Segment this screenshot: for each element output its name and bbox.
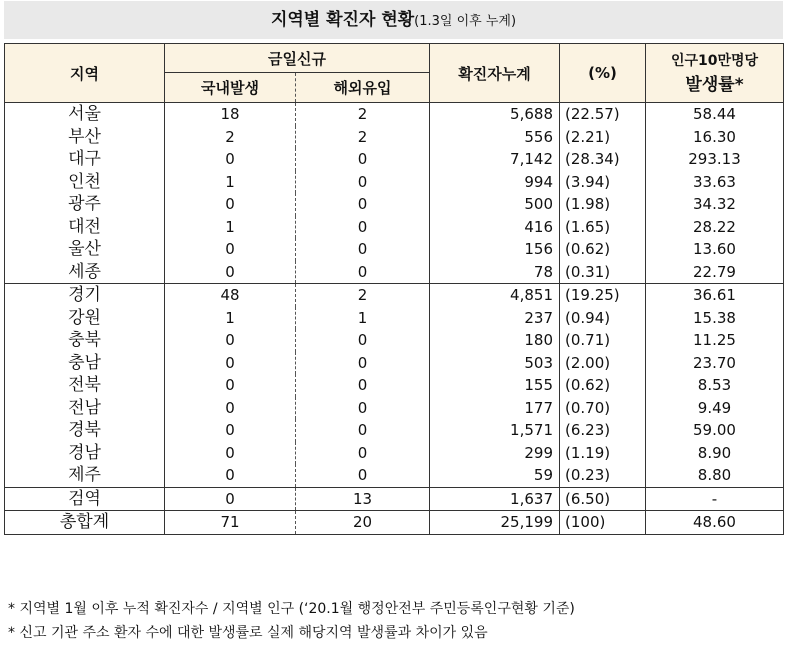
rate-cell: 34.32 [646, 193, 784, 216]
region-cases-table [4, 43, 784, 535]
rate-cell: 23.70 [646, 352, 784, 375]
cumulative-cell: 1,637 [430, 487, 560, 511]
cumulative-cell: 177 [430, 397, 560, 420]
title-sub: (1.3일 이후 누계) [414, 14, 517, 29]
overseas-cell: 0 [296, 329, 430, 352]
overseas-cell: 2 [296, 284, 430, 307]
overseas-cell: 0 [296, 261, 430, 284]
overseas-cell: 1 [296, 307, 430, 330]
rate-cell: 36.61 [646, 284, 784, 307]
percent-cell: (3.94) [560, 171, 646, 194]
overseas-cell: 0 [296, 171, 430, 194]
region-cell: 전북 [5, 374, 165, 397]
rate-cell: 13.60 [646, 238, 784, 261]
region-cell: 경남 [5, 442, 165, 465]
percent-cell: (1.98) [560, 193, 646, 216]
cumulative-cell: 156 [430, 238, 560, 261]
table-row [5, 442, 784, 465]
rate-cell: 58.44 [646, 103, 784, 126]
domestic-cell: 0 [165, 352, 296, 375]
domestic-cell: 0 [165, 397, 296, 420]
region-cell: 서울 [5, 103, 165, 126]
overseas-cell: 0 [296, 397, 430, 420]
overseas-cell: 0 [296, 374, 430, 397]
header-percent: (%) [560, 44, 646, 103]
table-row [5, 419, 784, 442]
table-row [5, 171, 784, 194]
region-cell: 충북 [5, 329, 165, 352]
cumulative-cell: 994 [430, 171, 560, 194]
footnote: * 신고 기관 주소 환자 수에 대한 발생률로 실제 해당지역 발생률과 차이가 있음 [8, 625, 488, 641]
table-row [5, 193, 784, 216]
region-cell: 전남 [5, 397, 165, 420]
overseas-cell: 20 [296, 511, 430, 535]
footnote: * 지역별 1월 이후 누적 확진자수 / 지역별 인구 (‘20.1월 행정안전부 주민등록인구현황 기준) [8, 601, 575, 617]
overseas-cell: 0 [296, 148, 430, 171]
cumulative-cell: 500 [430, 193, 560, 216]
percent-cell: (22.57) [560, 103, 646, 126]
region-cell: 경북 [5, 419, 165, 442]
region-cell: 검역 [5, 487, 165, 511]
rate-cell: 9.49 [646, 397, 784, 420]
cumulative-cell: 5,688 [430, 103, 560, 126]
region-cell: 세종 [5, 261, 165, 284]
rate-cell: 8.90 [646, 442, 784, 465]
percent-cell: (0.31) [560, 261, 646, 284]
rate-cell: 11.25 [646, 329, 784, 352]
domestic-cell: 1 [165, 216, 296, 239]
cumulative-cell: 180 [430, 329, 560, 352]
region-cell: 제주 [5, 464, 165, 487]
percent-cell: (2.21) [560, 126, 646, 149]
domestic-cell: 18 [165, 103, 296, 126]
table-row [5, 397, 784, 420]
region-cell: 대구 [5, 148, 165, 171]
percent-cell: (0.70) [560, 397, 646, 420]
table-row [5, 464, 784, 487]
percent-cell: (0.62) [560, 374, 646, 397]
rate-cell: 48.60 [646, 511, 784, 535]
title-main: 지역별 확진자 현황 [270, 10, 415, 30]
header-rate-top: 인구10만명당 [670, 53, 759, 69]
domestic-cell: 2 [165, 126, 296, 149]
table-row [5, 103, 784, 126]
cumulative-cell: 237 [430, 307, 560, 330]
region-cell: 광주 [5, 193, 165, 216]
domestic-cell: 0 [165, 148, 296, 171]
overseas-cell: 2 [296, 103, 430, 126]
domestic-cell: 0 [165, 442, 296, 465]
overseas-cell: 0 [296, 216, 430, 239]
overseas-cell: 0 [296, 193, 430, 216]
header-region: 지역 [5, 44, 165, 103]
domestic-cell: 0 [165, 419, 296, 442]
header-cumulative: 확진자누계 [430, 44, 560, 103]
cumulative-cell: 1,571 [430, 419, 560, 442]
domestic-cell: 48 [165, 284, 296, 307]
domestic-cell: 0 [165, 261, 296, 284]
header-rate-bottom: 발생률* [685, 75, 744, 95]
domestic-cell: 0 [165, 487, 296, 511]
region-cell: 총합계 [5, 511, 165, 535]
percent-cell: (0.23) [560, 464, 646, 487]
rate-cell: 8.80 [646, 464, 784, 487]
region-cell: 부산 [5, 126, 165, 149]
region-cell: 충남 [5, 352, 165, 375]
overseas-cell: 2 [296, 126, 430, 149]
table-row [5, 352, 784, 375]
table-row [5, 216, 784, 239]
domestic-cell: 1 [165, 307, 296, 330]
overseas-cell: 0 [296, 238, 430, 261]
domestic-cell: 1 [165, 171, 296, 194]
percent-cell: (0.71) [560, 329, 646, 352]
domestic-cell: 0 [165, 464, 296, 487]
rate-cell: 8.53 [646, 374, 784, 397]
rate-cell: 22.79 [646, 261, 784, 284]
overseas-cell: 0 [296, 442, 430, 465]
table-row [5, 148, 784, 171]
cumulative-cell: 503 [430, 352, 560, 375]
region-cell: 울산 [5, 238, 165, 261]
region-cell: 강원 [5, 307, 165, 330]
overseas-cell: 0 [296, 419, 430, 442]
percent-cell: (6.23) [560, 419, 646, 442]
table-row [5, 487, 784, 511]
cumulative-cell: 59 [430, 464, 560, 487]
overseas-cell: 13 [296, 487, 430, 511]
cumulative-cell: 556 [430, 126, 560, 149]
table-row [5, 238, 784, 261]
table-row [5, 329, 784, 352]
percent-cell: (0.94) [560, 307, 646, 330]
table-row [5, 307, 784, 330]
percent-cell: (19.25) [560, 284, 646, 307]
cumulative-cell: 4,851 [430, 284, 560, 307]
cumulative-cell: 7,142 [430, 148, 560, 171]
region-cell: 경기 [5, 284, 165, 307]
domestic-cell: 71 [165, 511, 296, 535]
rate-cell: 16.30 [646, 126, 784, 149]
rate-cell: 28.22 [646, 216, 784, 239]
percent-cell: (100) [560, 511, 646, 535]
cumulative-cell: 25,199 [430, 511, 560, 535]
percent-cell: (1.65) [560, 216, 646, 239]
header-domestic: 국내발생 [165, 73, 296, 103]
cumulative-cell: 155 [430, 374, 560, 397]
table-title [4, 1, 783, 39]
domestic-cell: 0 [165, 193, 296, 216]
domestic-cell: 0 [165, 329, 296, 352]
total-row [5, 511, 784, 535]
table-row [5, 284, 784, 307]
percent-cell: (2.00) [560, 352, 646, 375]
percent-cell: (0.62) [560, 238, 646, 261]
percent-cell: (1.19) [560, 442, 646, 465]
rate-cell: 59.00 [646, 419, 784, 442]
table-row [5, 126, 784, 149]
footnotes [8, 597, 575, 645]
header-rate [646, 44, 784, 103]
rate-cell: 33.63 [646, 171, 784, 194]
region-cell: 대전 [5, 216, 165, 239]
header-today: 금일신규 [165, 44, 430, 73]
percent-cell: (6.50) [560, 487, 646, 511]
percent-cell: (28.34) [560, 148, 646, 171]
rate-cell: 293.13 [646, 148, 784, 171]
table-row [5, 374, 784, 397]
table-row [5, 261, 784, 284]
region-cell: 인천 [5, 171, 165, 194]
rate-cell: - [646, 487, 784, 511]
cumulative-cell: 78 [430, 261, 560, 284]
domestic-cell: 0 [165, 374, 296, 397]
domestic-cell: 0 [165, 238, 296, 261]
header-overseas: 해외유입 [296, 73, 430, 103]
overseas-cell: 0 [296, 464, 430, 487]
rate-cell: 15.38 [646, 307, 784, 330]
cumulative-cell: 416 [430, 216, 560, 239]
overseas-cell: 0 [296, 352, 430, 375]
cumulative-cell: 299 [430, 442, 560, 465]
